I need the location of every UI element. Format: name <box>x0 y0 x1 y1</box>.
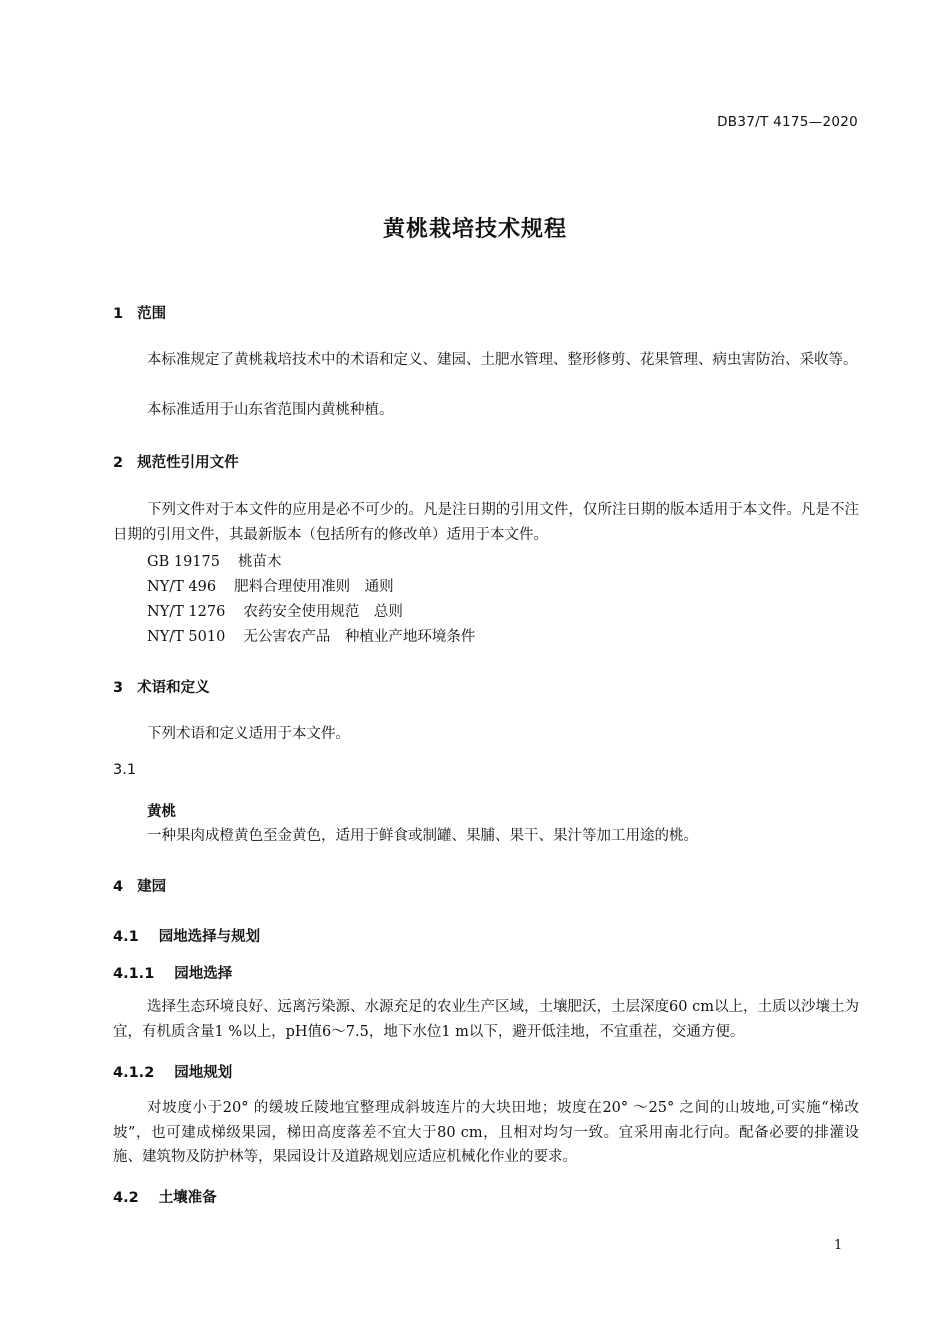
reference-code: NY/T 496 <box>147 579 217 595</box>
subsection-4-1-heading <box>113 925 260 946</box>
terms-intro-paragraph: 下列术语和定义适用于本文件。 <box>147 726 350 742</box>
reference-title: 农药安全使用规范 总则 <box>243 604 403 620</box>
section-number: 3 <box>113 680 124 696</box>
section-title: 园地规划 <box>174 1065 233 1081</box>
references-intro-paragraph: 下列文件对于本文件的应用是必不可少的。凡是注日期的引用文件，仅所注日期的版本适用于本文件。凡是不注日期的引用文件，其最新版本（包括所有的修改单）适用于本文件。 <box>113 502 859 543</box>
section-title: 术语和定义 <box>137 680 210 696</box>
subsection-4-2-heading <box>113 1186 217 1207</box>
document-title: 黄桃栽培技术规程 <box>382 217 567 242</box>
term-title: 黄桃 <box>147 804 176 820</box>
site-selection-paragraph: 选择生态环境良好、远离污染源、水源充足的农业生产区域，土壤肥沃，土层深度60 cm以上，土质以沙壤土为宜，有机质含量1 %以上，pH值6～7.5，地下水位1 m以下，避开低洼地，不宜重茬，交通方便。 <box>113 999 859 1040</box>
reference-title: 无公害农产品 种植业产地环境条件 <box>243 629 476 645</box>
section-number: 4 <box>113 879 124 895</box>
reference-item <box>147 575 394 596</box>
subsection-4-1-2-heading <box>113 1061 232 1082</box>
reference-code: NY/T 5010 <box>147 629 226 645</box>
section-number: 4.1.1 <box>113 966 155 982</box>
reference-item <box>147 625 475 646</box>
reference-title: 肥料合理使用准则 通则 <box>234 579 394 595</box>
reference-code: NY/T 1276 <box>147 604 226 620</box>
section-number: 4.2 <box>113 1190 139 1206</box>
reference-item <box>147 600 403 621</box>
section-1-heading <box>113 302 166 323</box>
section-title: 规范性引用文件 <box>137 455 239 471</box>
page-number: 1 <box>834 1238 843 1253</box>
section-3-heading <box>113 676 210 697</box>
section-2-heading <box>113 451 239 472</box>
term-number: 3.1 <box>113 762 137 778</box>
section-title: 园地选择与规划 <box>158 929 261 945</box>
reference-code: GB 19175 <box>147 554 220 570</box>
subsection-4-1-1-heading <box>113 962 232 983</box>
section-title: 建园 <box>137 879 167 895</box>
section-number: 1 <box>113 306 124 322</box>
section-title: 园地选择 <box>174 966 233 982</box>
section-number: 4.1.2 <box>113 1065 155 1081</box>
section-number: 4.1 <box>113 929 139 945</box>
section-title: 土壤准备 <box>158 1190 217 1206</box>
scope-paragraph-2: 本标准适用于山东省范围内黄桃种植。 <box>147 402 394 418</box>
section-number: 2 <box>113 455 124 471</box>
section-title: 范围 <box>137 306 167 322</box>
section-4-heading <box>113 875 166 896</box>
reference-item <box>147 550 281 571</box>
scope-paragraph-1: 本标准规定了黄桃栽培技术中的术语和定义、建园、土肥水管理、整形修剪、花果管理、病虫害防治、采收等。 <box>147 352 858 368</box>
document-code: DB37/T 4175—2020 <box>717 114 858 130</box>
reference-title: 桃苗木 <box>237 554 282 570</box>
term-definition: 一种果肉成橙黄色至金黄色，适用于鲜食或制罐、果脯、果干、果汁等加工用途的桃。 <box>147 828 698 844</box>
site-planning-paragraph: 对坡度小于20° 的缓坡丘陵地宜整理成斜坡连片的大块田地；坡度在20° ～25° 之间的山坡地,可实施“梯改坡”，也可建成梯级果园，梯田高度落差不宜大于80 cm，且相对均匀一致。宜采用南北行向。配备必要的排灌设施、建筑物及防护林等，果园设计及道路规划应适应机械化作业的要求。 <box>113 1100 859 1165</box>
